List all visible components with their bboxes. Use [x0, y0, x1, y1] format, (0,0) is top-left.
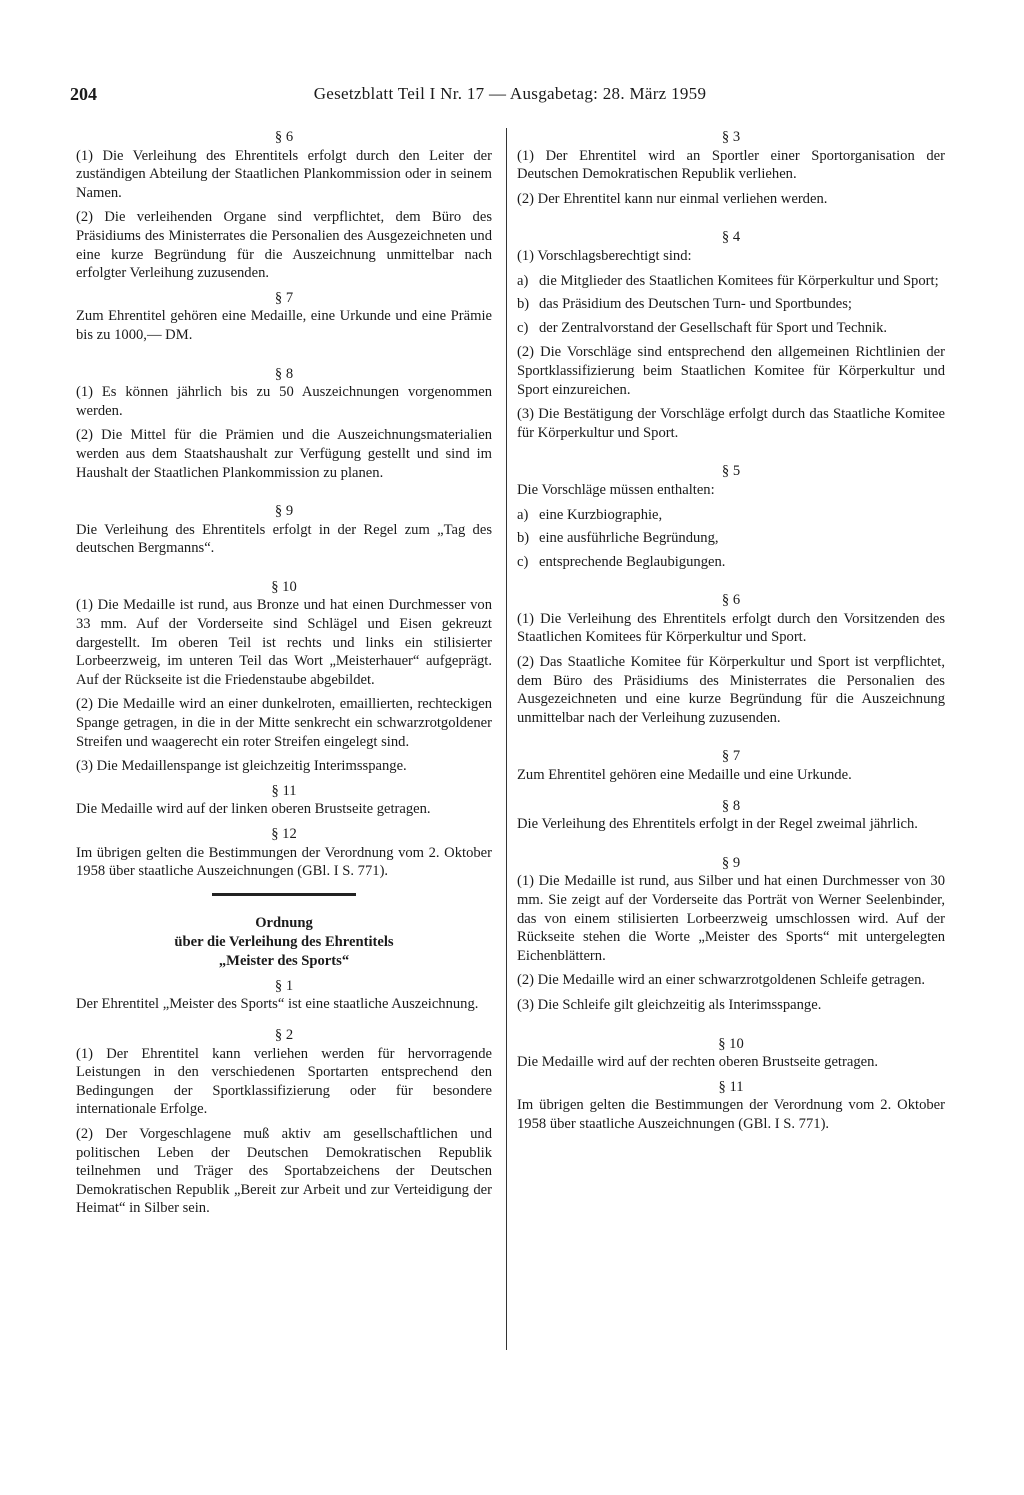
- list-text: eine Kurzbiographie,: [539, 506, 663, 523]
- paragraph: (2) Das Staatliche Komitee für Körperkultur und Sport ist verpflichtet, dem Büro des Präsidiums des Ministerrates die Personalien des Ausgezeichneten und eine kurze Begründung für die Auszeichnung unmittelbar nach der Verleihung zuzusenden.: [517, 654, 945, 726]
- section-heading: § 1: [274, 977, 294, 994]
- section-6: [517, 591, 945, 727]
- page-header: [70, 84, 950, 108]
- section-heading: § 3: [721, 129, 741, 145]
- section-10: [76, 578, 492, 776]
- ordnung-section-2: [76, 1026, 492, 1218]
- list-marker: c): [517, 553, 529, 570]
- section-heading: § 6: [721, 592, 741, 609]
- section-4: [517, 228, 945, 442]
- list-item: [517, 272, 945, 291]
- list-text: die Mitglieder des Staatlichen Komitees für Körperkultur und Sport;: [539, 272, 939, 289]
- paragraph: (2) Der Vorgeschlagene muß aktiv am gesellschaftlichen und politischen Leben der Deutschen Demokratischen Republik teilnehmen und Träger des Sportabzeichens der Deutschen Demokratischen Republik „Bereit zur Arbeit und zur Verteidigung der Heimat“ in Silber sein.: [76, 1125, 492, 1217]
- list-item: [517, 295, 945, 314]
- list-text: das Präsidium des Deutschen Turn- und Sportbundes;: [539, 296, 852, 313]
- section-11: [76, 782, 492, 819]
- paragraph: (1) Vorschlagsberechtigt sind:: [517, 247, 692, 264]
- section-heading: § 12: [271, 826, 297, 842]
- paragraph: (3) Die Medaillenspange ist gleichzeitig Interimsspange.: [76, 758, 407, 775]
- paragraph: (2) Der Ehrentitel kann nur einmal verliehen werden.: [517, 190, 828, 207]
- section-heading: § 11: [271, 782, 297, 799]
- section-7: [517, 747, 945, 784]
- paragraph: Die Medaille wird auf der linken oberen Brustseite getragen.: [76, 801, 431, 818]
- ordnung-title-line: Ordnung: [255, 914, 313, 931]
- section-5: [517, 462, 945, 571]
- section-12: [76, 825, 492, 881]
- paragraph: Die Medaille wird auf der rechten oberen Brustseite getragen.: [517, 1054, 879, 1071]
- paragraph: (3) Die Bestätigung der Vorschläge erfolgt durch das Staatliche Komitee für Körperkultur und Sport.: [517, 406, 945, 441]
- section-11: [517, 1078, 945, 1134]
- list-marker: a): [517, 506, 529, 523]
- paragraph: (1) Die Verleihung des Ehrentitels erfolgt durch den Vorsitzenden des Staatlichen Komitees für Körperkultur und Sport.: [517, 610, 945, 646]
- left-column: [76, 128, 492, 1224]
- section-8: [76, 365, 492, 483]
- section-heading: § 8: [721, 797, 741, 814]
- proposer-list: [517, 272, 945, 338]
- list-marker: c): [517, 319, 529, 336]
- list-item: [517, 529, 945, 548]
- list-item: [517, 506, 945, 525]
- paragraph: (2) Die verleihenden Organe sind verpflichtet, dem Büro des Präsidiums des Ministerrates die Personalien des Ausgezeichneten und eine kurze Begründung für die Auszeichnung unmittelbar nach erfolgter Verleihung zuzusenden.: [76, 209, 492, 282]
- content-list: [517, 506, 945, 572]
- paragraph: (1) Der Ehrentitel wird an Sportler einer Sportorganisation der Deutschen Demokratischen Republik verliehen.: [517, 147, 945, 183]
- paragraph: (2) Die Vorschläge sind entsprechend den allgemeinen Richtlinien der Sportklassifizierung beim Staatlichen Komitee für Körperkultur und Sport einzureichen.: [517, 344, 945, 398]
- list-item: [517, 553, 945, 572]
- paragraph: Im übrigen gelten die Bestimmungen der Verordnung vom 2. Oktober 1958 über staatliche Auszeichnungen (GBl. I S. 771).: [517, 1097, 945, 1132]
- list-text: entsprechende Beglaubigungen.: [539, 553, 726, 570]
- paragraph: (2) Die Mittel für die Prämien und die Auszeichnungsmaterialien werden aus dem Staatshaushalt zur Verfügung gestellt und sind im Haushalt der Staatlichen Plankommission zu planen.: [76, 427, 492, 481]
- ordnung-title-line: „Meister des Sports“: [218, 952, 350, 969]
- section-10: [517, 1035, 945, 1072]
- paragraph: Der Ehrentitel „Meister des Sports“ ist eine staatliche Auszeichnung.: [76, 996, 479, 1013]
- section-heading: § 10: [718, 1035, 744, 1052]
- separator-rule: [212, 893, 356, 896]
- list-text: eine ausführliche Begründung,: [539, 530, 719, 547]
- paragraph: (1) Die Verleihung des Ehrentitels erfolgt durch den Leiter der zuständigen Abteilung der Staatlichen Plankommission oder in seinem Namen.: [76, 147, 492, 201]
- ordnung-title-line: über die Verleihung des Ehrentitels: [174, 933, 394, 950]
- page-number: 204: [70, 84, 97, 104]
- section-heading: § 7: [721, 748, 741, 765]
- section-heading: § 11: [718, 1078, 744, 1095]
- list-item: [517, 319, 945, 338]
- list-marker: b): [517, 530, 530, 547]
- paragraph: (1) Es können jährlich bis zu 50 Auszeichnungen vorgenommen werden.: [76, 384, 492, 419]
- ordnung-title: [76, 914, 492, 971]
- section-heading: § 6: [274, 129, 294, 145]
- section-heading: § 8: [274, 365, 294, 382]
- section-heading: § 5: [721, 463, 741, 480]
- paragraph: (3) Die Schleife gilt gleichzeitig als Interimsspange.: [517, 996, 822, 1013]
- paragraph: Zum Ehrentitel gehören eine Medaille und eine Urkunde.: [517, 767, 852, 784]
- section-heading: § 9: [721, 854, 741, 871]
- section-heading: § 2: [274, 1026, 294, 1043]
- header-title: Gesetzblatt Teil I Nr. 17 — Ausgabetag: 28. März 1959: [313, 84, 707, 103]
- paragraph: (2) Die Medaille wird an einer dunkelroten, emaillierten, rechteckigen Spange getragen, in die in der Mitte senkrecht ein schwarzrotgoldener Streifen und waagerecht ein roter Streifen eingelegt sind.: [76, 696, 492, 750]
- section-8: [517, 797, 945, 834]
- paragraph: (1) Der Ehrentitel kann verliehen werden für hervorragende Leistungen in den verschiedenen Sportarten entsprechend den Bedingungen der Sportklassifizierung oder für besondere internationale Erfolge.: [76, 1045, 492, 1118]
- section-heading: § 4: [721, 229, 741, 246]
- section-6: [76, 128, 492, 283]
- paragraph: Zum Ehrentitel gehören eine Medaille, eine Urkunde und eine Prämie bis zu 1000,— DM.: [76, 308, 492, 343]
- paragraph: (1) Die Medaille ist rund, aus Silber und hat einen Durchmesser von 30 mm. Sie zeigt auf der Vorderseite das Porträt von Werner Seelenbinder, das von einem stilisierten Lorbeerzweig umschlossen wird. Auf der Rückseite stehen die Worte „Meister des Sports“ mit untergelegten Eichenblättern.: [517, 873, 945, 964]
- ordnung-section-1: [76, 977, 492, 1014]
- section-heading: § 9: [274, 503, 294, 520]
- section-3: [517, 128, 945, 208]
- paragraph: Im übrigen gelten die Bestimmungen der Verordnung vom 2. Oktober 1958 über staatliche Auszeichnungen (GBl. I S. 771).: [76, 844, 492, 880]
- column-divider: [506, 128, 507, 1350]
- section-7: [76, 289, 492, 345]
- section-9: [517, 854, 945, 1015]
- paragraph: (1) Die Medaille ist rund, aus Bronze und hat einen Durchmesser von 33 mm. Auf der Vorderseite sind Schlägel und Eisen gekreuzt dargestellt. Im oberen Teil ist rechts und links ein stilisierter Lorbeerzweig, im unteren Teil das Wort „Meisterhauer“ aufgeprägt. Auf der Rückseite ist die Friedenstaube abgebildet.: [76, 597, 492, 688]
- paragraph: Die Verleihung des Ehrentitels erfolgt in der Regel zum „Tag des deutschen Bergmanns“.: [76, 521, 492, 557]
- section-heading: § 10: [271, 578, 297, 595]
- paragraph: Die Vorschläge müssen enthalten:: [517, 481, 715, 498]
- list-text: der Zentralvorstand der Gesellschaft für Sport und Technik.: [539, 319, 888, 336]
- section-heading: § 7: [274, 289, 294, 306]
- paragraph: (2) Die Medaille wird an einer schwarzrotgoldenen Schleife getragen.: [517, 972, 926, 989]
- right-column: [517, 128, 945, 1140]
- list-marker: a): [517, 272, 529, 289]
- section-9: [76, 502, 492, 558]
- list-marker: b): [517, 296, 530, 313]
- paragraph: Die Verleihung des Ehrentitels erfolgt in der Regel zweimal jährlich.: [517, 816, 918, 833]
